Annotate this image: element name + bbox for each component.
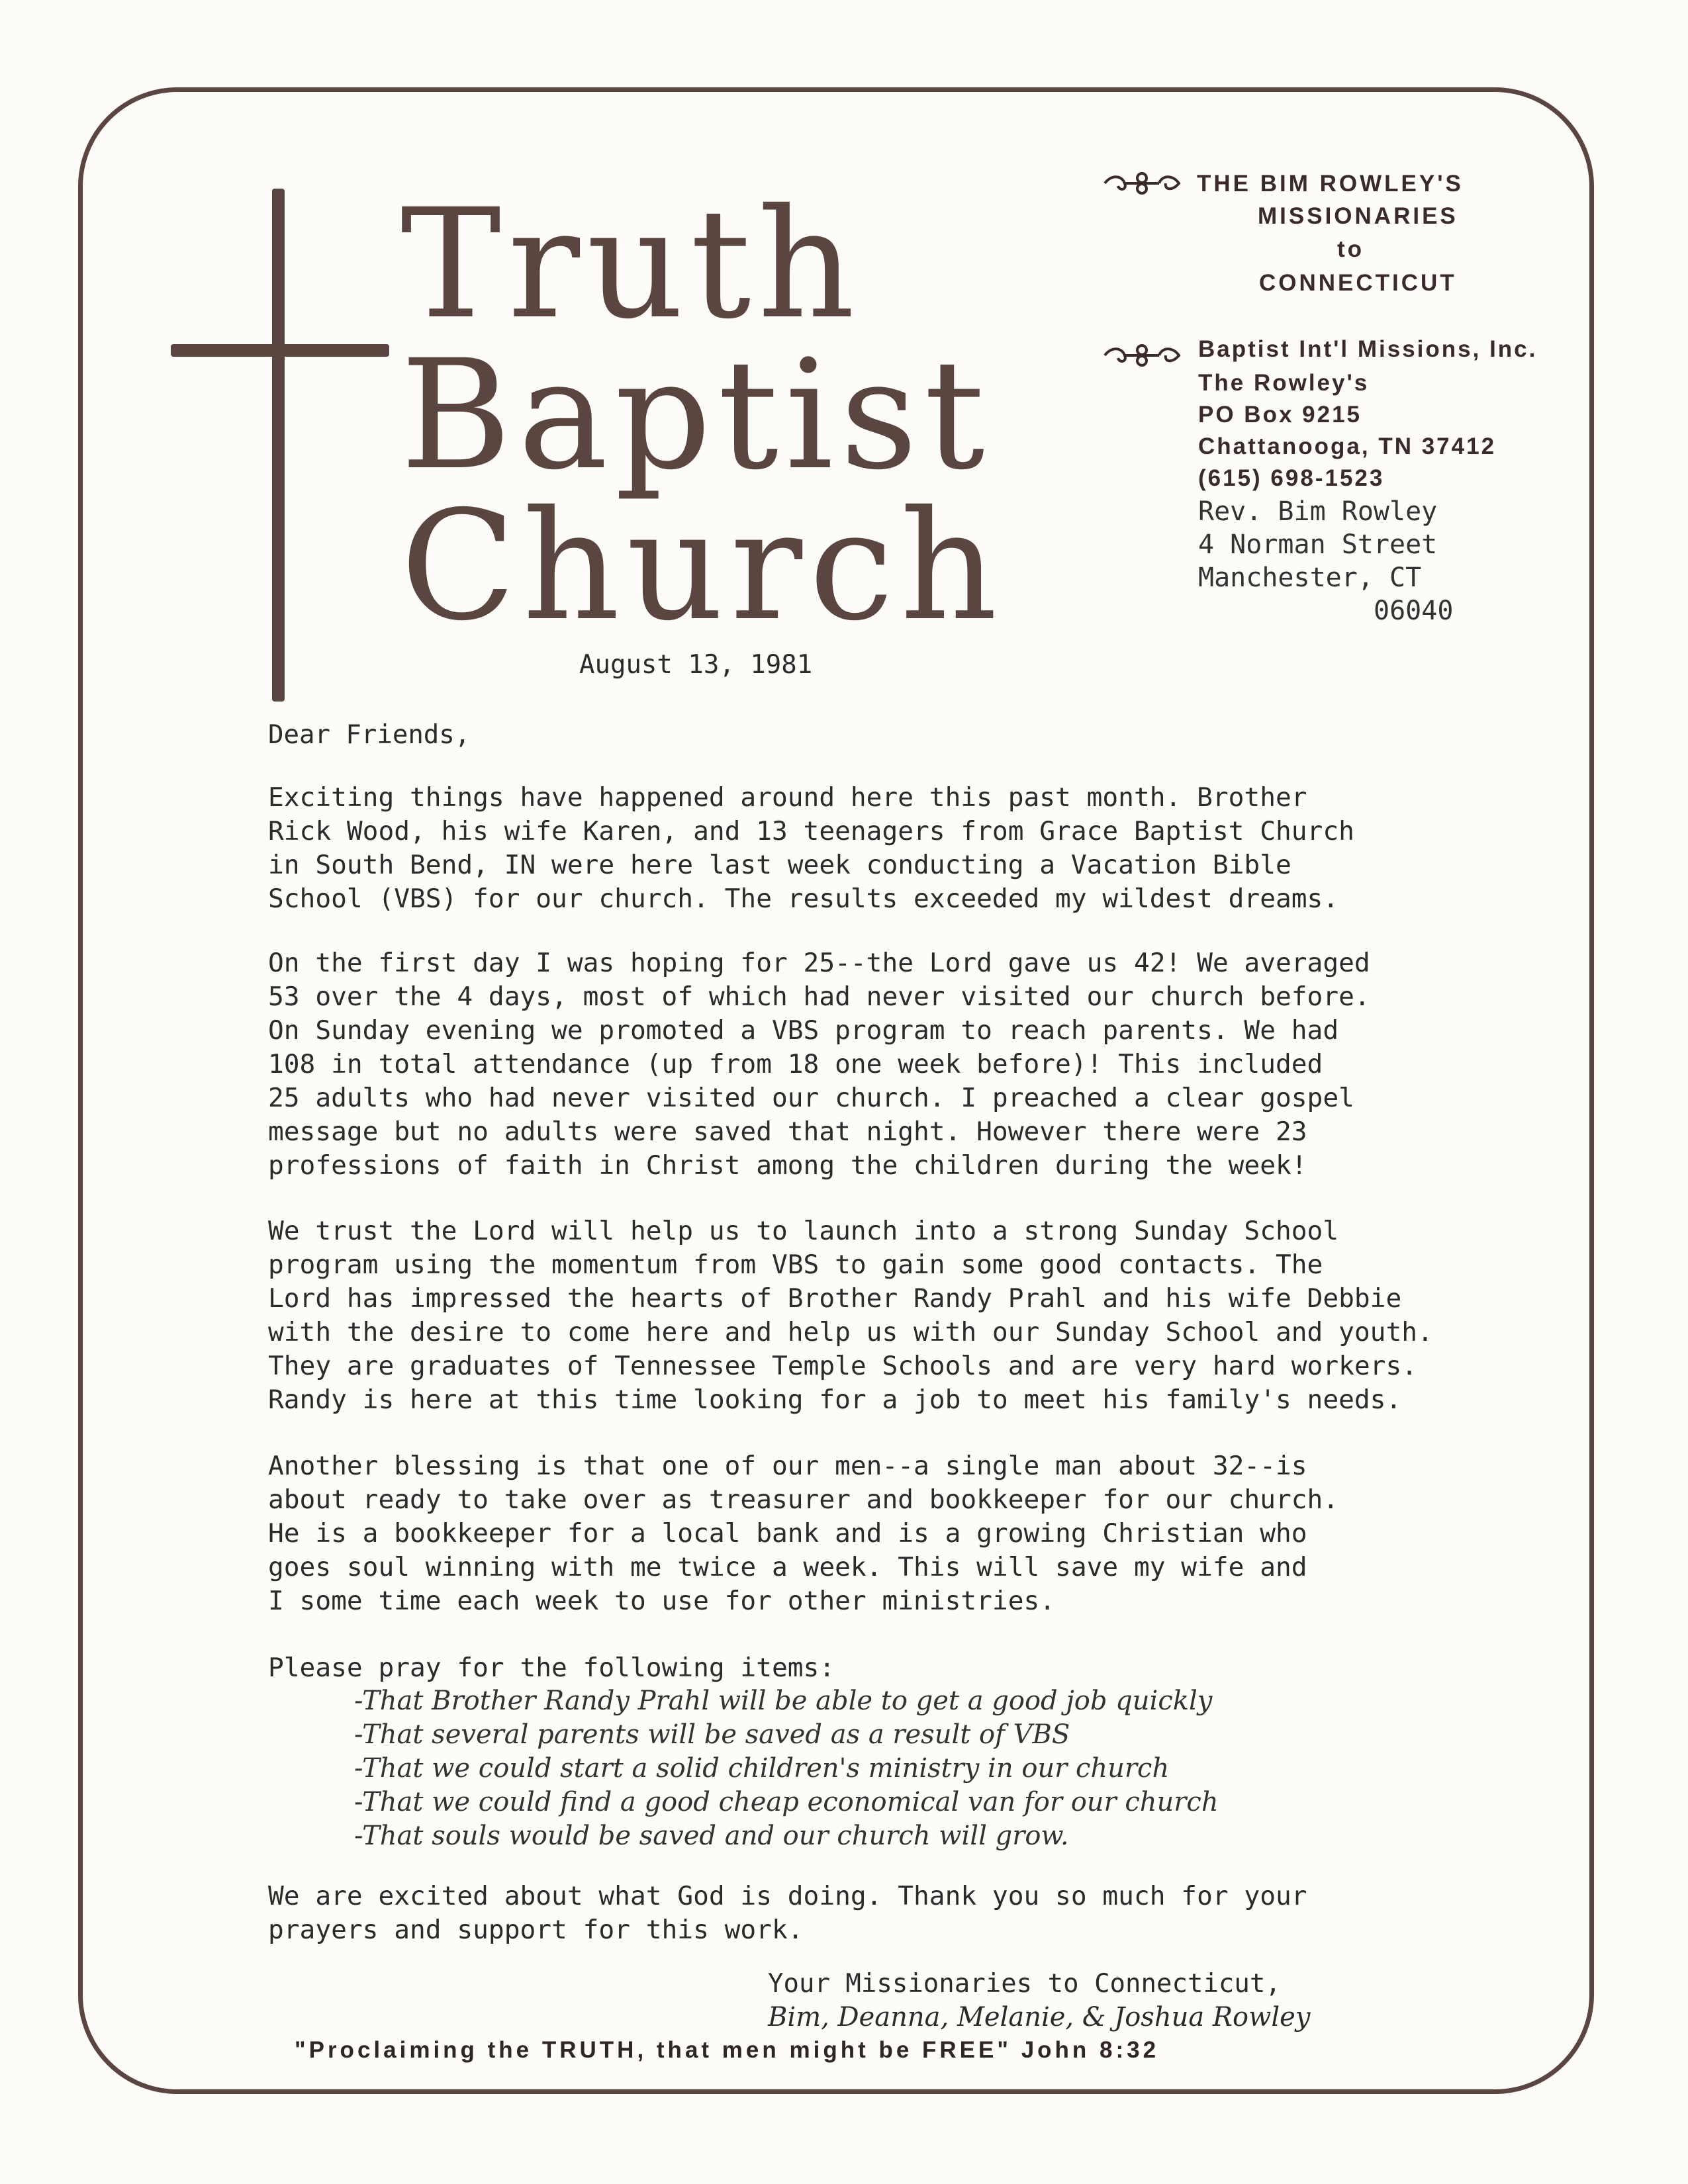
signature: Bim, Deanna, Melanie, & Joshua Rowley <box>768 2002 1311 2032</box>
text-line: about ready to take over as treasurer and bookkeeper for our church. <box>268 1484 1339 1515</box>
board-address <box>1198 367 1496 494</box>
prayer-intro: Please pray for the following items: <box>268 1653 835 1683</box>
church-name <box>400 176 1004 654</box>
prayer-list <box>354 1684 1219 1853</box>
text-line: 53 over the 4 days, most of which had never visited our church before. <box>268 981 1370 1012</box>
mission-title-3: to <box>1337 236 1365 262</box>
list-item: -That souls would be saved and our church will grow. <box>354 1821 1069 1851</box>
text-line: program using the momentum from VBS to gain some good contacts. The <box>268 1250 1323 1280</box>
list-item: -That we could find a good cheap economical van for our church <box>354 1787 1219 1817</box>
mission-title-1: THE BIM ROWLEY'S <box>1197 171 1464 197</box>
paragraph-3 <box>268 1214 1433 1417</box>
text-line: I some time each week to use for other ministries. <box>268 1586 1056 1616</box>
church-name-line: Baptist <box>400 327 992 503</box>
text-line: Lord has impressed the hearts of Brother Randy Prahl and his wife Debbie <box>268 1283 1402 1314</box>
signoff: Your Missionaries to Connecticut, <box>768 1969 1281 1999</box>
text-line: 25 adults who had never visited our church. I preached a clear gospel <box>268 1083 1354 1113</box>
address-line: Rev. Bim Rowley <box>1198 496 1438 527</box>
text-line: They are graduates of Tennessee Temple Schools and are very hard workers. <box>268 1351 1418 1381</box>
text-line: with the desire to come here and help us with our Sunday School and youth. <box>268 1317 1433 1347</box>
address-line: 06040 <box>1374 596 1454 626</box>
list-item: -That several parents will be saved as a result of VBS <box>354 1719 1070 1750</box>
letter-date: August 13, 1981 <box>579 650 813 680</box>
text-line: On Sunday evening we promoted a VBS program to reach parents. We had <box>268 1015 1339 1046</box>
text-line: He is a bookkeeper for a local bank and is a growing Christian who <box>268 1518 1307 1549</box>
text-line: We trust the Lord will help us to launch into a strong Sunday School <box>268 1216 1339 1246</box>
church-name-line: Truth <box>400 176 862 352</box>
text-line: On the first day I was hoping for 25--the Lord gave us 42! We averaged <box>268 948 1370 978</box>
ornament-icon <box>1102 341 1182 367</box>
address-line: The Rowley's <box>1198 370 1370 396</box>
mission-title-2: MISSIONARIES <box>1258 203 1458 229</box>
paragraph-2 <box>268 946 1370 1183</box>
address-line: Manchester, CT <box>1198 563 1422 593</box>
address-line: PO Box 9215 <box>1198 402 1362 428</box>
address-line: 4 Norman Street <box>1198 529 1438 560</box>
address-line: Chattanooga, TN 37412 <box>1198 433 1497 459</box>
text-line: in South Bend, IN were here last week conducting a Vacation Bible <box>268 850 1291 880</box>
text-line: School (VBS) for our church. The results exceeded my wildest dreams. <box>268 884 1339 914</box>
text-line: message but no adults were saved that night. However there were 23 <box>268 1116 1307 1147</box>
text-line: We are excited about what God is doing. Thank you so much for your <box>268 1881 1307 1911</box>
text-line: Rick Wood, his wife Karen, and 13 teenagers from Grace Baptist Church <box>268 816 1354 846</box>
text-line: goes soul winning with me twice a week. This will save my wife and <box>268 1552 1307 1582</box>
text-line: Another blessing is that one of our men--a single man about 32--is <box>268 1451 1307 1481</box>
text-line: professions of faith in Christ among the children during the week! <box>268 1150 1307 1181</box>
church-name-line: Church <box>400 478 1004 654</box>
address-line: (615) 698-1523 <box>1198 465 1385 491</box>
list-item: -That we could start a solid children's ministry in our church <box>354 1753 1170 1784</box>
home-address <box>1198 495 1453 627</box>
ornament-icon <box>1102 169 1182 195</box>
text-line: Randy is here at this time looking for a job to meet his family's needs. <box>268 1385 1402 1415</box>
list-item: -That Brother Randy Prahl will be able to get a good job quickly <box>354 1686 1213 1716</box>
paragraph-1 <box>268 781 1354 916</box>
salutation: Dear Friends, <box>268 720 471 750</box>
text-line: prayers and support for this work. <box>268 1915 804 1945</box>
mission-board: Baptist Int'l Missions, Inc. <box>1198 336 1538 362</box>
text-line: 108 in total attendance (up from 18 one week before)! This included <box>268 1049 1323 1079</box>
text-line: Exciting things have happened around here this past month. Brother <box>268 782 1307 813</box>
closing <box>268 1880 1307 1947</box>
footer-motto: "Proclaiming the TRUTH, that men might be FREE" John 8:32 <box>295 2037 1160 2063</box>
paragraph-4 <box>268 1449 1338 1618</box>
mission-title-4: CONNECTICUT <box>1259 270 1457 296</box>
